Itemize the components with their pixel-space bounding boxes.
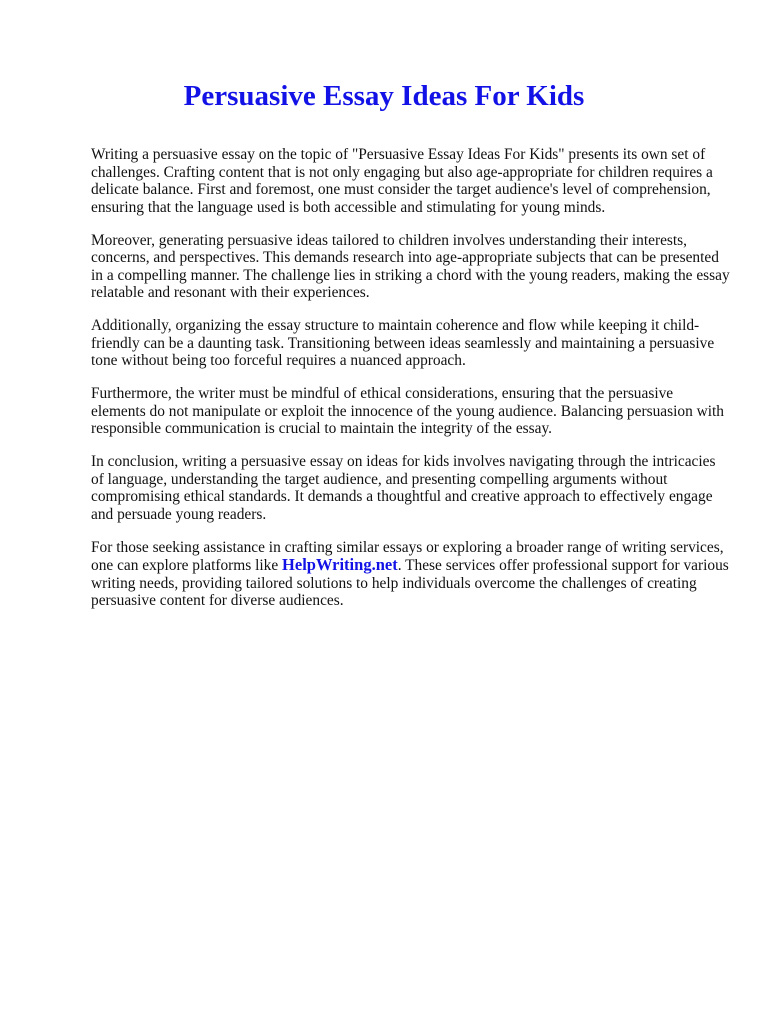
paragraph-6-text-after-link: . These services offer professional support for various writing needs, providing tailored solutions to help individuals overcome the challenges of creating persuasive content for diverse audiences.: [91, 557, 729, 609]
paragraph-2: Moreover, generating persuasive ideas tailored to children involves understanding their interests, concerns, and perspectives. This demands research into age-appropriate subjects that can be presented in a compelling manner. The challenge lies in striking a chord with the young readers, making the essay relatable and resonant with their experiences.: [91, 231, 730, 301]
paragraph-5: In conclusion, writing a persuasive essay on ideas for kids involves navigating through the intricacies of language, understanding the target audience, and presenting compelling arguments without compromising ethical standards. It demands a thoughtful and creative approach to effectively engage and persuade young readers.: [91, 453, 716, 523]
helpwriting-link[interactable]: HelpWriting.net: [282, 555, 398, 574]
document-body: [91, 146, 731, 625]
paragraph-3: Additionally, organizing the essay structure to maintain coherence and flow while keeping it child-friendly can be a daunting task. Transitioning between ideas seamlessly and maintaining a persuasive tone without being too forceful requires a nuanced approach.: [91, 317, 715, 369]
paragraph-6: [91, 539, 731, 610]
paragraph-6-text-before-link: For those seeking assistance in crafting similar essays or exploring a broader range of writing services, one can explore platforms like: [91, 538, 724, 574]
paragraph-1: Writing a persuasive essay on the topic of "Persuasive Essay Ideas For Kids" presents its own set of challenges. Crafting content that is not only engaging but also age-appropriate for children requires a delicate balance. First and foremost, one must consider the target audience's level of comprehension, ensuring that the language used is both accessible and stimulating for young minds.: [91, 146, 713, 216]
paragraph-4: Furthermore, the writer must be mindful of ethical considerations, ensuring that the persuasive elements do not manipulate or exploit the innocence of the young audience. Balancing persuasion with responsible communication is crucial to maintain the integrity of the essay.: [91, 385, 724, 437]
document-title: Persuasive Essay Ideas For Kids: [183, 80, 585, 112]
